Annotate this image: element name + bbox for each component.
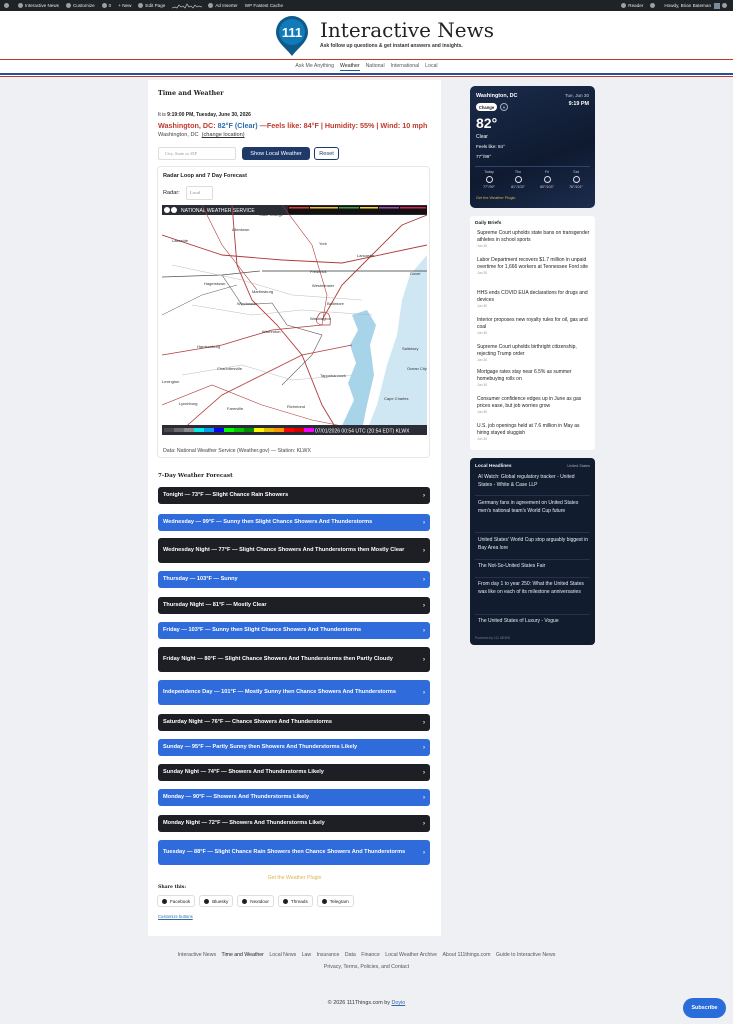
forecast-item[interactable] bbox=[158, 538, 430, 563]
radar-label: Radar: bbox=[163, 190, 180, 196]
reader-icon bbox=[621, 3, 626, 8]
headline-link[interactable]: United States' World Cup stop arguably biggest in Bay Area lore bbox=[478, 537, 589, 551]
chevron-right-icon: › bbox=[423, 602, 425, 609]
daily-briefs bbox=[470, 216, 595, 450]
nav-ask-me-anything[interactable]: Ask Me Anything bbox=[295, 63, 335, 69]
nav-weather[interactable]: Weather bbox=[340, 63, 360, 69]
map-label: Dover bbox=[410, 271, 421, 276]
widget-change-button[interactable]: Change bbox=[476, 103, 497, 111]
brush-icon bbox=[66, 3, 71, 8]
local-headlines bbox=[470, 458, 595, 645]
nav-local[interactable]: Local bbox=[425, 63, 438, 69]
brief-headline: Supreme Court upholds state bans on transgender athletes in school sports bbox=[477, 230, 590, 243]
brief-item[interactable] bbox=[477, 230, 591, 248]
forecast-item[interactable] bbox=[158, 739, 430, 756]
map-label: Baltimore bbox=[327, 301, 344, 306]
brief-item[interactable] bbox=[477, 257, 591, 275]
footer-nav bbox=[148, 949, 585, 974]
map-label: Tappahannock bbox=[320, 373, 347, 378]
logo-text: 111 bbox=[281, 25, 303, 40]
map-label: Farmville bbox=[227, 406, 244, 411]
brief-headline: Labor Department recovers $1.7 million in unpaid overtime for 1,666 workers at Tennessee Ford site bbox=[477, 257, 589, 270]
brief-headline: Interior proposes new royalty rules for oil, gas and coal bbox=[477, 317, 588, 330]
forecast-item[interactable] bbox=[158, 622, 430, 639]
header-divider-blue bbox=[0, 73, 733, 75]
powered-by: Powered by 111 NEWS bbox=[475, 636, 511, 640]
chevron-right-icon: › bbox=[423, 794, 425, 801]
map-label: Lancaster bbox=[357, 253, 375, 258]
map-label: Salisbury bbox=[402, 346, 419, 351]
forecast-text: Sunday Night — 74°F — Showers And Thunderstorms Likely bbox=[163, 768, 324, 775]
radar-timestamp: 07/01/2026 00:54 UTC (20:54 EDT) KLWX bbox=[315, 428, 410, 435]
search-icon[interactable] bbox=[722, 3, 729, 8]
facebook-icon bbox=[162, 899, 167, 904]
chevron-right-icon: › bbox=[423, 744, 425, 751]
copyright: © 2026 111Things.com by Doyio bbox=[327, 1000, 406, 1006]
city-input[interactable]: City, State or ZIP bbox=[158, 147, 236, 160]
map-label: Lynchburg bbox=[179, 401, 198, 406]
local-headlines-region: United States bbox=[567, 464, 590, 468]
forecast-text: Sunday — 95°F — Partly Sunny then Showers And Thunderstorms Likely bbox=[163, 743, 358, 750]
forecast-text: Thursday Night — 81°F — Mostly Clear bbox=[163, 601, 267, 608]
map-label: State College bbox=[259, 212, 284, 217]
comment-icon bbox=[102, 3, 107, 8]
notifications-icon[interactable] bbox=[650, 3, 657, 8]
brief-item[interactable] bbox=[477, 290, 591, 308]
brief-date: Jun 30 bbox=[477, 410, 488, 414]
forecast-item[interactable] bbox=[158, 714, 430, 731]
map-label: Ocean City bbox=[407, 366, 427, 371]
map-label: Cape Charles bbox=[384, 396, 409, 401]
forecast-item[interactable] bbox=[158, 815, 430, 832]
noaa-logo-icon bbox=[164, 207, 170, 213]
forecast-text: Wednesday Night — 77°F — Slight Chance Showers And Thunderstorms then Mostly Clear bbox=[163, 546, 405, 553]
local-headlines-title: Local Headlines bbox=[475, 464, 512, 469]
brief-item[interactable] bbox=[477, 344, 591, 362]
footer-link[interactable]: Privacy, Terms, Policies, and Contact bbox=[323, 964, 410, 971]
footer-link[interactable]: Finance bbox=[361, 952, 380, 958]
footer-link[interactable]: Guide to Interactive News bbox=[495, 952, 556, 958]
chevron-right-icon: › bbox=[423, 656, 425, 663]
nav-national[interactable]: National bbox=[365, 63, 385, 69]
headline-link[interactable]: AI Watch: Global regulatory tracker - United States - White & Case LLP bbox=[478, 474, 575, 488]
radar-color-scale bbox=[164, 428, 314, 432]
headline-divider bbox=[475, 532, 590, 533]
share-bluesky-button[interactable]: Bluesky bbox=[199, 895, 233, 907]
forecast-text: Saturday Night — 76°F — Chance Showers And Thunderstorms bbox=[163, 718, 332, 725]
widget-days bbox=[475, 166, 590, 189]
site-title[interactable]: Interactive News bbox=[320, 18, 494, 42]
admin-reader[interactable]: Reader bbox=[621, 3, 643, 8]
change-location-link[interactable]: (change location) bbox=[201, 132, 245, 138]
forecast-text: Independence Day — 101°F — Mostly Sunny then Chance Showers And Thunderstorms bbox=[163, 688, 396, 695]
admin-customize[interactable]: Customize bbox=[66, 3, 95, 8]
headline-divider bbox=[475, 577, 590, 578]
chevron-right-icon: › bbox=[423, 719, 425, 726]
widget-time: 9:19 PM bbox=[568, 101, 589, 107]
brief-date: Jun 30 bbox=[477, 437, 488, 441]
brief-headline: HHS ends COVID EUA declarations for drugs and devices bbox=[477, 290, 588, 303]
forecast-text: Tonight — 73°F — Slight Chance Rain Showers bbox=[163, 491, 289, 498]
sun-icon bbox=[515, 176, 522, 183]
footer-link[interactable]: Time and Weather bbox=[221, 952, 264, 958]
bluesky-icon bbox=[204, 899, 209, 904]
headline-link[interactable]: Germany fans in agreement on United States men's national team's World Cup future bbox=[478, 500, 579, 514]
map-label: Winchester bbox=[237, 301, 258, 306]
admin-site-name[interactable]: Interactive News bbox=[18, 3, 59, 8]
footer-link[interactable]: Data bbox=[344, 952, 356, 958]
brief-date: Jun 30 bbox=[477, 383, 488, 387]
admin-cache[interactable]: WP Fastest Cache bbox=[244, 3, 284, 8]
brief-headline: Mortgage rates stay near 6.5% as summer homebuying rolls on bbox=[477, 369, 572, 382]
wordpress-icon[interactable] bbox=[4, 3, 11, 8]
admin-new[interactable]: + New bbox=[118, 3, 132, 8]
widget-day: Fri 80°/103° bbox=[540, 170, 554, 189]
map-label: Frederick bbox=[310, 269, 327, 274]
brief-headline: Consumer confidence edges up in June as gas prices ease, but job worries grow bbox=[477, 396, 582, 409]
share-buttons bbox=[157, 895, 358, 907]
storm-icon bbox=[544, 176, 551, 183]
brief-headline: U.S. job openings held at 7.6 million in May as hiring stayed sluggish bbox=[477, 423, 580, 436]
map-label: Allentown bbox=[232, 227, 250, 232]
headline-link[interactable]: The United States of Luxury - Vogue bbox=[478, 618, 559, 624]
page-title: Time and Weather bbox=[158, 89, 224, 97]
forecast-title: 7-Day Weather Forecast bbox=[158, 473, 233, 479]
brief-item[interactable] bbox=[477, 396, 591, 414]
brief-headline: Supreme Court upholds birthright citizenship, rejecting Trump order bbox=[477, 344, 577, 357]
get-plugin-link[interactable]: Get the Weather Plugin bbox=[267, 875, 322, 881]
admin-edit-page[interactable]: Edit Page bbox=[138, 3, 165, 8]
storm-icon bbox=[573, 176, 580, 183]
close-icon[interactable]: × bbox=[500, 103, 508, 111]
radar-title: Radar Loop and 7 Day Forecast bbox=[163, 173, 247, 179]
forecast-text: Wednesday — 99°F — Sunny then Slight Chance Showers And Thunderstorms bbox=[163, 518, 373, 525]
pencil-icon bbox=[138, 3, 143, 8]
briefs-title: Daily Briefs bbox=[475, 221, 502, 226]
forecast-item[interactable] bbox=[158, 764, 430, 781]
weather-widget bbox=[470, 86, 595, 208]
widget-day: Today 77°/99° bbox=[483, 170, 495, 189]
widget-condition: Clear bbox=[476, 134, 488, 140]
site-tagline: Ask follow up questions & get instant answers and insights. bbox=[320, 43, 463, 49]
map-label: Washington bbox=[310, 316, 331, 321]
widget-range: 77°/99° bbox=[476, 154, 492, 159]
widget-feels-like: Feels like: 84° bbox=[476, 144, 505, 149]
site-header bbox=[0, 11, 733, 77]
forecast-item[interactable] bbox=[158, 597, 430, 614]
main-nav bbox=[0, 63, 733, 71]
forecast-text: Friday Night — 80°F — Slight Chance Showers And Thunderstorms then Partly Cloudy bbox=[163, 655, 393, 662]
map-label: Harrisonburg bbox=[197, 344, 221, 349]
footer-link[interactable]: Law bbox=[301, 952, 312, 958]
headline-link[interactable]: From day 1 to year 250: What the United States was like on each of its milestone anniversaries bbox=[478, 581, 584, 595]
footer-link[interactable]: Interactive News bbox=[177, 952, 217, 958]
admin-bar bbox=[0, 0, 733, 11]
radar-map[interactable] bbox=[162, 205, 427, 445]
forecast-item[interactable] bbox=[158, 680, 430, 705]
stats-sparkline-icon[interactable] bbox=[172, 3, 202, 9]
map-label: Warrenton bbox=[262, 329, 281, 334]
telegram-icon bbox=[322, 899, 327, 904]
map-label: Lakeside bbox=[172, 238, 189, 243]
show-local-weather-button[interactable]: Show Local Weather bbox=[242, 147, 310, 160]
chevron-right-icon: › bbox=[423, 627, 425, 634]
radar-select[interactable]: Local bbox=[186, 186, 213, 200]
chevron-right-icon: › bbox=[423, 519, 425, 526]
headline-divider bbox=[475, 559, 590, 560]
forecast-text: Monday — 90°F — Showers And Thunderstorms Likely bbox=[163, 793, 309, 800]
current-temp: 82°F (Clear) bbox=[217, 121, 258, 130]
map-label: Martinsburg bbox=[252, 289, 274, 294]
radar-data-source: Data: National Weather Service (Weather.gov) — Station: KLWX bbox=[163, 448, 311, 454]
map-label: Westminster bbox=[312, 283, 335, 288]
footer-link[interactable]: Local Weather Archive bbox=[385, 952, 438, 958]
chevron-right-icon: › bbox=[423, 820, 425, 827]
share-nextdoor-button[interactable]: Nextdoor bbox=[237, 895, 274, 907]
widget-day: Thu 81°/103° bbox=[511, 170, 525, 189]
widget-city: Washington, DC bbox=[476, 93, 518, 99]
footer-link[interactable]: Insurance bbox=[316, 952, 340, 958]
admin-account[interactable]: Howdy, Brian Bateman bbox=[664, 3, 720, 9]
footer-link[interactable]: About 111things.com bbox=[442, 952, 491, 958]
map-label: York bbox=[319, 241, 327, 246]
forecast-text: Friday — 103°F — Sunny then Slight Chance Showers And Thunderstorms bbox=[163, 626, 362, 633]
chevron-right-icon: › bbox=[423, 849, 425, 856]
share-facebook-button[interactable]: Facebook bbox=[157, 895, 195, 907]
plus-icon: + bbox=[118, 3, 123, 8]
widget-plugin-link[interactable]: Get the Weather Plugin bbox=[476, 196, 516, 200]
radar-panel bbox=[157, 166, 430, 458]
forecast-item[interactable] bbox=[158, 514, 430, 531]
brief-date: Jun 30 bbox=[477, 244, 488, 248]
threads-icon bbox=[283, 899, 288, 904]
map-label: Richmond bbox=[287, 404, 306, 409]
ad-icon bbox=[208, 3, 213, 8]
brief-date: Jun 30 bbox=[477, 331, 488, 335]
widget-date: Tue, Jun 30 bbox=[564, 93, 589, 98]
customize-buttons-link[interactable]: Customize buttons bbox=[158, 914, 193, 919]
home-icon bbox=[18, 3, 23, 8]
subscribe-button[interactable]: Subscribe bbox=[683, 998, 726, 1018]
main-content bbox=[148, 80, 441, 936]
brief-date: Jun 30 bbox=[477, 358, 488, 362]
nav-international[interactable]: International bbox=[390, 63, 420, 69]
chevron-right-icon: › bbox=[423, 576, 425, 583]
forecast-text: Monday Night — 72°F — Showers And Thunderstorms Likely bbox=[163, 819, 325, 826]
forecast-text: Tuesday — 88°F — Slight Chance Rain Showers then Chance Showers And Thunderstorms bbox=[163, 848, 406, 855]
widget-day: Sat 76°/101° bbox=[569, 170, 583, 189]
map-label: Hagerstown bbox=[204, 281, 226, 286]
location-line: Washington, DC (change location) bbox=[158, 132, 245, 138]
forecast-item[interactable] bbox=[158, 487, 430, 504]
nextdoor-icon bbox=[242, 899, 247, 904]
forecast-text: Thursday — 103°F — Sunny bbox=[163, 575, 238, 582]
forecast-item[interactable] bbox=[158, 571, 430, 588]
moon-icon bbox=[486, 176, 493, 183]
share-label: Share this: bbox=[158, 885, 187, 890]
brief-date: Jun 29 bbox=[477, 271, 488, 275]
admin-ad-inserter[interactable]: Ad Inserter bbox=[208, 3, 237, 8]
header-divider bbox=[0, 59, 733, 60]
current-conditions: Washington, DC: 82°F (Clear) —Feels like: 84°F | Humidity: 55% | Wind: 10 mph bbox=[158, 121, 428, 130]
headline-link[interactable]: The Not-So-United States Fair bbox=[478, 563, 546, 569]
nws-label: NATIONAL WEATHER SERVICE bbox=[181, 208, 255, 214]
admin-comments[interactable]: 0 bbox=[102, 3, 112, 8]
forecast-item[interactable] bbox=[158, 789, 430, 806]
brief-date: Jun 30 bbox=[477, 304, 488, 308]
forecast-item[interactable] bbox=[158, 840, 430, 865]
widget-temp: 82° bbox=[476, 115, 498, 131]
brief-item[interactable] bbox=[477, 317, 591, 335]
site-logo[interactable] bbox=[274, 15, 310, 57]
chevron-right-icon: › bbox=[423, 547, 425, 554]
map-label: Charlottesville bbox=[217, 366, 243, 371]
headline-divider bbox=[475, 614, 590, 615]
copyright-link[interactable]: Doyio bbox=[391, 1000, 406, 1006]
footer-link[interactable]: Local News bbox=[269, 952, 297, 958]
current-datetime: It is 9:19:00 PM, Tuesday, June 30, 2026 bbox=[158, 112, 251, 118]
chevron-right-icon: › bbox=[423, 769, 425, 776]
chevron-right-icon: › bbox=[423, 689, 425, 696]
brief-item[interactable] bbox=[477, 423, 591, 441]
reset-button[interactable]: Reset bbox=[314, 147, 339, 160]
forecast-item[interactable] bbox=[158, 647, 430, 672]
datetime-value: 9:19:00 PM, Tuesday, June 30, 2026 bbox=[167, 112, 251, 118]
headline-divider bbox=[475, 495, 590, 496]
brief-item[interactable] bbox=[477, 369, 591, 387]
nws-logo-icon bbox=[171, 207, 177, 213]
share-telegram-button[interactable]: Telegram bbox=[317, 895, 354, 907]
share-threads-button[interactable]: Threads bbox=[278, 895, 313, 907]
chevron-right-icon: › bbox=[423, 492, 425, 499]
map-label: Lexington bbox=[162, 379, 180, 384]
header-divider-red bbox=[0, 76, 733, 77]
avatar bbox=[714, 3, 720, 9]
